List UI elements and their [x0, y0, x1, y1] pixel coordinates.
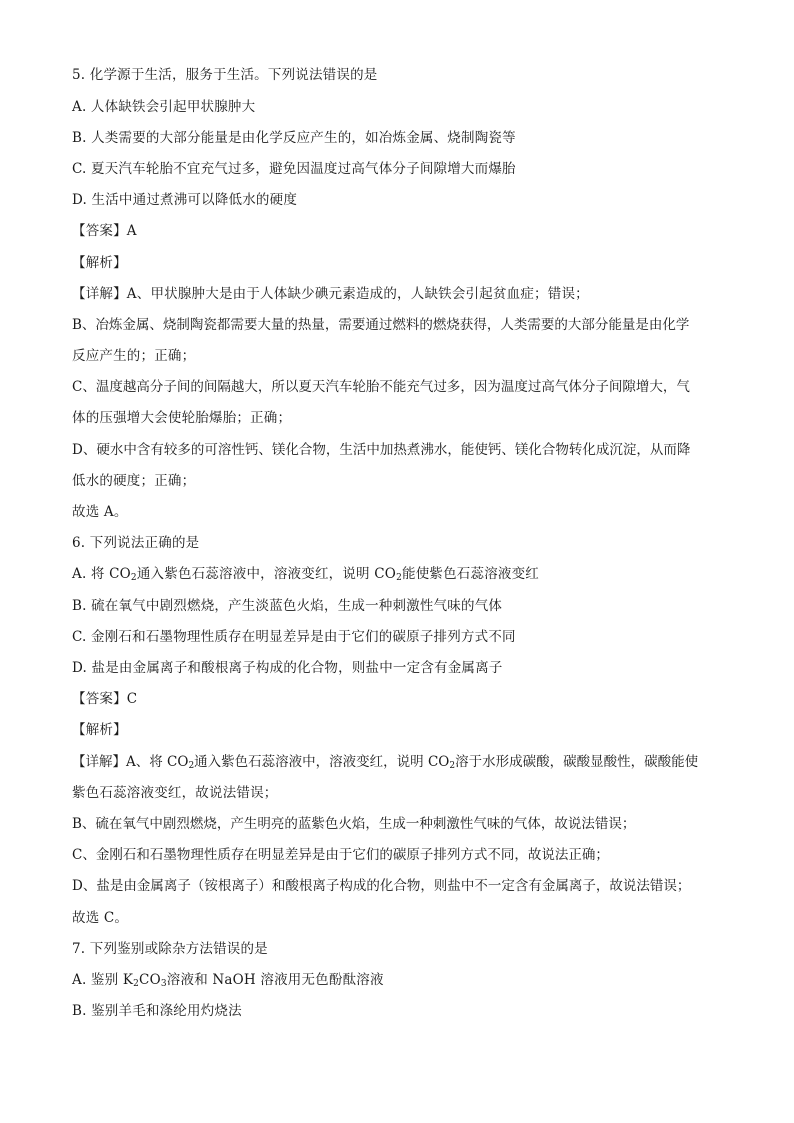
- q5-detail-4a: D、硬水中含有较多的可溶性钙、镁化合物，生活中加热煮沸水，能使钙、镁化合物转化成沉淀，从而降: [72, 442, 691, 458]
- q7-option-b: B. 鉴别羊毛和涤纶用灼烧法: [72, 1003, 242, 1019]
- q6-detail-1-post: 溶于水形成碳酸，碳酸显酸性，碳酸能使: [455, 754, 699, 770]
- q5-answer: 【答案】A: [72, 223, 137, 239]
- q5-detail-4b: 低水的硬度；正确；: [72, 473, 196, 489]
- q7-option-a-pre: A. 鉴别 K: [72, 972, 134, 988]
- q6-answer: 【答案】C: [72, 691, 138, 707]
- q6-option-a-pre: A. 将 CO: [72, 566, 131, 582]
- q6-detail-1-mid: 通入紫色石蕊溶液中，溶液变红，说明 CO: [194, 754, 450, 770]
- q6-detail-4: D、盐是由金属离子（铵根离子）和酸根离子构成的化合物，则盐中不一定含有金属离子，故说法错误；: [72, 878, 691, 894]
- q5-detail-2a: B、冶炼金属、烧制陶瓷都需要大量的热量，需要通过燃料的燃烧获得，人类需要的大部分能量是由化学: [72, 317, 690, 333]
- q5-detail-2b: 反应产生的；正确；: [72, 348, 196, 364]
- q5-analysis-label: 【解析】: [72, 255, 127, 271]
- q7-option-a-post: 溶液和 NaOH 溶液用无色酚酞溶液: [166, 972, 384, 988]
- q6-option-c: C. 金刚石和石墨物理性质存在明显差异是由于它们的碳原子排列方式不同: [72, 629, 516, 645]
- q6-option-a-sub1: 2: [130, 573, 137, 583]
- q6-detail-3: C、金刚石和石墨物理性质存在明显差异是由于它们的碳原子排列方式不同，故说法正确；: [72, 847, 609, 863]
- q6-detail-1-pre: 【详解】A、将 CO: [72, 754, 189, 770]
- q5-option-d: D. 生活中通过煮沸可以降低水的硬度: [72, 192, 298, 208]
- q7-stem: 7. 下列鉴别或除杂方法错误的是: [72, 941, 268, 957]
- q5-detail-3b: 体的压强增大会使轮胎爆胎；正确；: [72, 410, 292, 426]
- q5-stem: 5. 化学源于生活，服务于生活。下列说法错误的是: [72, 67, 378, 83]
- q6-detail-1: [72, 753, 722, 771]
- q5-option-c: C. 夏天汽车轮胎不宜充气过多，避免因温度过高气体分子间隙增大而爆胎: [72, 161, 516, 177]
- q6-detail-1-sub1: 2: [188, 761, 195, 771]
- q5-detail-3a: C、温度越高分子间的间隔越大，所以夏天汽车轮胎不能充气过多，因为温度过高气体分子间隙增大，气: [72, 379, 690, 395]
- q6-option-a-mid: 通入紫色石蕊溶液中，溶液变红，说明 CO: [136, 566, 397, 582]
- q6-analysis-label: 【解析】: [72, 722, 127, 738]
- q5-detail-1: 【详解】A、甲状腺肿大是由于人体缺少碘元素造成的，人缺铁会引起贫血症；错误；: [72, 286, 589, 302]
- q6-detail-1b: 紫色石蕊溶液变红，故说法错误；: [72, 785, 278, 801]
- q6-conclusion: 故选 C。: [72, 910, 129, 926]
- q7-option-a-sub2: 3: [160, 979, 167, 989]
- q5-option-b: B. 人类需要的大部分能量是由化学反应产生的，如冶炼金属、烧制陶瓷等: [72, 130, 516, 146]
- q5-conclusion: 故选 A。: [72, 504, 128, 520]
- q5-option-a: A. 人体缺铁会引起甲状腺肿大: [72, 99, 256, 115]
- q6-detail-2: B、硫在氧气中剧烈燃烧，产生明亮的蓝紫色火焰，生成一种刺激性气味的气体，故说法错误；: [72, 816, 636, 832]
- q6-option-a: [72, 565, 722, 583]
- q7-option-a-sub1: 2: [133, 979, 140, 989]
- q6-option-b: B. 硫在氧气中剧烈燃烧，产生淡蓝色火焰，生成一种刺激性气味的气体: [72, 598, 503, 614]
- q6-option-a-sub2: 2: [396, 573, 402, 583]
- q7-option-a: [72, 971, 722, 989]
- q7-option-a-mid: CO: [139, 972, 161, 988]
- q6-option-a-post: 能使紫色石蕊溶液变红: [402, 566, 539, 582]
- q6-stem: 6. 下列说法正确的是: [72, 535, 200, 551]
- q6-detail-1-sub2: 2: [449, 761, 456, 771]
- q6-option-d: D. 盐是由金属离子和酸根离子构成的化合物，则盐中一定含有金属离子: [72, 660, 503, 676]
